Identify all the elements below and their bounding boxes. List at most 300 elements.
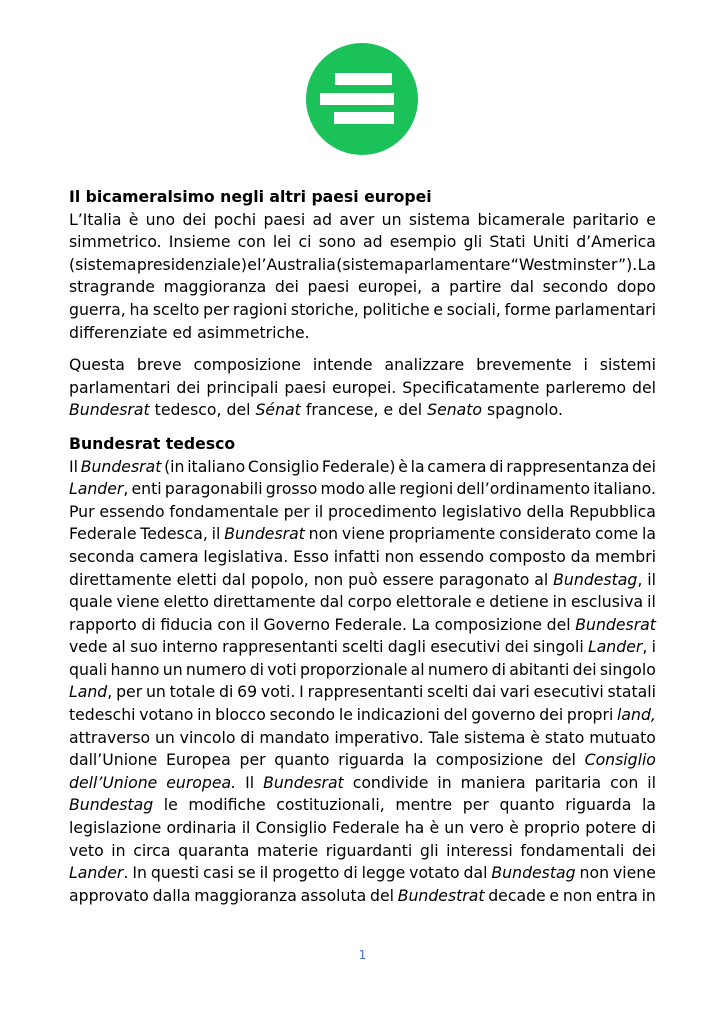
word: Il xyxy=(69,456,78,476)
word: in xyxy=(111,840,126,860)
word: approvato xyxy=(69,885,149,905)
word: da xyxy=(570,546,591,566)
word: è xyxy=(530,727,540,747)
word: propri xyxy=(566,705,614,725)
word: sociali, xyxy=(446,299,501,319)
word: stragrande xyxy=(69,277,155,297)
word: Repubblica xyxy=(569,501,656,521)
word: europei. xyxy=(332,377,397,397)
word: composto xyxy=(488,546,566,566)
word: procedimento xyxy=(328,501,437,521)
word: il xyxy=(211,524,221,544)
word: viene xyxy=(341,524,385,544)
word: rappresentanza xyxy=(506,456,630,476)
word: La xyxy=(411,614,431,634)
word: suo xyxy=(130,637,158,657)
word: attraverso xyxy=(69,727,151,747)
word: Lander, xyxy=(587,637,648,657)
word: I xyxy=(299,682,304,702)
word: il xyxy=(647,569,656,589)
word: per xyxy=(116,682,143,702)
word: casi xyxy=(203,863,234,883)
word: totale xyxy=(169,682,216,702)
word: Esso xyxy=(293,546,329,566)
word: non xyxy=(308,524,339,544)
text-line xyxy=(69,614,656,637)
word: del xyxy=(551,750,576,770)
word: dal xyxy=(510,277,534,297)
word: parlamentari xyxy=(554,299,656,319)
word: il xyxy=(314,501,324,521)
word: storiche, xyxy=(290,299,359,319)
word: pochi xyxy=(213,209,257,229)
word: essendo xyxy=(99,501,165,521)
word: Bundestag xyxy=(69,795,154,815)
word: scelti xyxy=(427,682,469,702)
word: paritario xyxy=(572,209,639,229)
word: di xyxy=(489,456,504,476)
word: riguarda xyxy=(338,750,405,770)
word: sono xyxy=(318,232,356,252)
word: seconda xyxy=(69,546,135,566)
word: Questa xyxy=(69,355,125,375)
word: Federale xyxy=(332,818,400,838)
paragraph xyxy=(69,456,656,908)
word: è xyxy=(398,456,408,476)
word: non xyxy=(579,863,610,883)
word: il xyxy=(250,614,259,634)
word: sistema xyxy=(408,209,471,229)
word: differenziate xyxy=(69,322,168,342)
word: di xyxy=(343,863,358,883)
word: alle xyxy=(368,479,397,499)
word: camera xyxy=(427,456,487,476)
word: vede xyxy=(69,637,108,657)
text-line xyxy=(69,681,656,704)
word: paesi xyxy=(263,209,306,229)
word: maggioranza xyxy=(194,885,297,905)
word: breve xyxy=(136,355,182,375)
word: d’America xyxy=(576,232,656,252)
word: esempio xyxy=(389,232,457,252)
word: dal xyxy=(463,863,488,883)
text-line xyxy=(69,231,656,254)
word: quale xyxy=(69,592,113,612)
word: con xyxy=(610,772,639,792)
word: dopo xyxy=(616,277,656,297)
word: rappresentanti xyxy=(222,637,338,657)
paragraph xyxy=(69,209,656,345)
word: e xyxy=(383,400,394,420)
word: del xyxy=(398,400,423,420)
word: di xyxy=(249,659,265,679)
word: 69 xyxy=(237,682,258,702)
text-line xyxy=(69,456,656,479)
word: ci xyxy=(298,232,312,252)
word: elettorale xyxy=(395,592,472,612)
word: detiene xyxy=(489,592,549,612)
word: non xyxy=(562,885,593,905)
text-line xyxy=(69,862,656,885)
word: votano xyxy=(139,705,194,725)
word: è xyxy=(509,818,519,838)
word: Bundestag, xyxy=(553,569,643,589)
word: il xyxy=(647,772,656,792)
word: mentre xyxy=(395,795,453,815)
word: asimmetriche. xyxy=(197,322,310,342)
word: i xyxy=(583,355,588,375)
text-line xyxy=(69,636,656,659)
word: se xyxy=(237,863,256,883)
word: del xyxy=(369,885,394,905)
text-line xyxy=(69,727,656,750)
word: composizione xyxy=(434,614,543,634)
word: composizione xyxy=(193,355,301,375)
word: dei xyxy=(539,705,564,725)
word: hanno xyxy=(110,659,160,679)
word: considerato xyxy=(499,524,592,544)
word: Federale xyxy=(69,524,137,544)
word: paesi xyxy=(284,377,327,397)
word: analizzare xyxy=(384,355,465,375)
word: Bundesrat xyxy=(69,400,150,420)
text-line xyxy=(69,377,656,400)
word: con xyxy=(217,614,246,634)
word: composizione xyxy=(435,750,544,770)
word: di xyxy=(141,614,156,634)
word: membri xyxy=(595,546,656,566)
word: e xyxy=(433,299,443,319)
word: Tedesca, xyxy=(140,524,208,544)
page-number: 1 xyxy=(358,948,367,962)
word: è xyxy=(128,209,139,229)
word: Federale. xyxy=(334,614,408,634)
word: esclusiva xyxy=(570,592,644,612)
word: Bundesrat xyxy=(263,772,344,792)
word: Insieme xyxy=(168,232,231,252)
word: Lander, xyxy=(69,479,129,499)
text-line xyxy=(69,704,656,727)
word: In xyxy=(132,863,147,883)
word: del xyxy=(226,400,251,420)
word: del xyxy=(632,377,656,397)
word: Uniti xyxy=(532,232,570,252)
word: viene xyxy=(612,863,656,883)
word: lei xyxy=(272,232,292,252)
word: europei, xyxy=(357,277,423,297)
word: ad xyxy=(363,232,383,252)
word: legislativo xyxy=(441,501,522,521)
word: dalla xyxy=(152,885,191,905)
word: Senato xyxy=(427,400,483,420)
word: della xyxy=(526,501,565,521)
word: secondo xyxy=(269,705,336,725)
word: materie xyxy=(257,840,319,860)
word: dei xyxy=(632,456,656,476)
word: del xyxy=(443,705,468,725)
word: uno xyxy=(145,209,176,229)
word: brevemente xyxy=(476,355,572,375)
text-line xyxy=(69,399,656,422)
document-body xyxy=(69,186,656,907)
text-line xyxy=(69,885,656,908)
text-line xyxy=(69,209,656,232)
word: grosso xyxy=(265,479,318,499)
word: direttamente xyxy=(69,569,172,589)
word: non xyxy=(313,569,344,589)
word: rappresentanti xyxy=(307,682,424,702)
word: francese, xyxy=(305,400,379,420)
word: interno xyxy=(162,637,218,657)
word: ordinaria xyxy=(166,818,237,838)
word: Lander. xyxy=(69,863,129,883)
word: maggioranza xyxy=(163,277,267,297)
word: può xyxy=(348,569,378,589)
word: sistema xyxy=(464,727,526,747)
word: proporzionale xyxy=(299,659,408,679)
text-line xyxy=(69,772,656,795)
word: e xyxy=(475,592,486,612)
word: in xyxy=(197,705,212,725)
word: di xyxy=(641,818,656,838)
word: secondo xyxy=(542,277,609,297)
word: guerra, xyxy=(69,299,126,319)
word: sistemi xyxy=(599,355,656,375)
word: i xyxy=(651,637,656,657)
word: il xyxy=(259,863,269,883)
word: essere xyxy=(382,569,434,589)
word: la xyxy=(641,795,656,815)
text-line xyxy=(69,749,656,772)
word: simmetrico. xyxy=(69,232,162,252)
word: presidenziale) xyxy=(136,254,247,274)
word: italiano xyxy=(187,456,246,476)
word: Bundesrat xyxy=(224,524,305,544)
text-line xyxy=(69,322,656,345)
word: mutuato xyxy=(589,727,656,747)
word: ragioni xyxy=(232,299,288,319)
logo-icon xyxy=(306,43,418,155)
word: a xyxy=(430,277,441,297)
word: scelti xyxy=(342,637,384,657)
text-line xyxy=(69,794,656,817)
word: al xyxy=(410,659,425,679)
word: l’Australia xyxy=(257,254,336,274)
word: un xyxy=(444,818,465,838)
word: un xyxy=(145,682,166,702)
word: quanto xyxy=(274,750,330,770)
text-line xyxy=(69,276,656,299)
word: camera xyxy=(139,546,199,566)
word: maniera xyxy=(460,772,526,792)
word: parleremo xyxy=(545,377,627,397)
word: statali xyxy=(607,682,656,702)
word: un xyxy=(154,727,175,747)
word: gli xyxy=(463,232,483,252)
word: voti. xyxy=(260,682,296,702)
word: di xyxy=(240,727,255,747)
word: fondamentali xyxy=(520,840,625,860)
word: ad xyxy=(312,209,333,229)
word: scelto xyxy=(152,299,200,319)
word: “Westminster”). xyxy=(510,254,638,274)
word: come xyxy=(595,524,639,544)
word: Pur xyxy=(69,501,95,521)
word: votato xyxy=(409,863,460,883)
word: quaranta xyxy=(178,840,250,860)
word: questi xyxy=(150,863,200,883)
word: Tale xyxy=(428,727,460,747)
word: con xyxy=(237,232,266,252)
word: paragonabili xyxy=(164,479,263,499)
word: riguarda xyxy=(565,795,632,815)
text-line xyxy=(69,523,656,546)
word: modifiche xyxy=(188,795,266,815)
word: singoli xyxy=(532,637,584,657)
word: un xyxy=(381,209,402,229)
word: legislativa. xyxy=(203,546,289,566)
section-heading: Il bicameralsimo negli altri paesi europei xyxy=(69,187,432,206)
word: le xyxy=(163,795,178,815)
word: in xyxy=(437,772,452,792)
word: al xyxy=(534,569,549,589)
word: forme xyxy=(504,299,551,319)
word: vincolo xyxy=(179,727,236,747)
word: stato xyxy=(544,727,585,747)
word: progetto xyxy=(272,863,340,883)
word: principali xyxy=(206,377,279,397)
word: tedesco, xyxy=(154,400,222,420)
word: parlamentare xyxy=(404,254,511,274)
word: enti xyxy=(131,479,162,499)
word: bicamerale xyxy=(477,209,566,229)
text-line xyxy=(69,817,656,840)
word: paragonato xyxy=(438,569,530,589)
word: Consiglio xyxy=(247,456,320,476)
word: direttamente xyxy=(213,592,316,612)
word: per xyxy=(283,501,310,521)
word: costituzionali, xyxy=(276,795,385,815)
word: viene xyxy=(116,592,160,612)
word: vero xyxy=(469,818,504,838)
word: Consiglio xyxy=(255,818,327,838)
word: Bundesrat xyxy=(575,614,656,634)
word: eletti xyxy=(176,569,217,589)
word: la xyxy=(413,750,428,770)
word: partire xyxy=(449,277,502,297)
text-line xyxy=(69,569,656,592)
text-line xyxy=(69,254,656,277)
word: e xyxy=(646,209,656,229)
word: land, xyxy=(617,705,656,725)
word: proprio xyxy=(524,818,581,838)
word: per xyxy=(462,795,489,815)
word: ha xyxy=(129,299,150,319)
word: imperativo. xyxy=(334,727,424,747)
word: entra xyxy=(596,885,638,905)
word: ed xyxy=(172,322,193,342)
word: e xyxy=(549,885,560,905)
word: di xyxy=(491,659,506,679)
word: fondamentale xyxy=(169,501,279,521)
word: legislazione xyxy=(69,818,162,838)
word: modo xyxy=(320,479,365,499)
word: L’Italia xyxy=(69,209,122,229)
word: voti xyxy=(267,659,297,679)
word: dagli xyxy=(387,637,426,657)
word: europea. xyxy=(166,772,237,792)
word: Stati xyxy=(489,232,526,252)
word: indicazioni xyxy=(356,705,440,725)
word: dei xyxy=(274,277,299,297)
word: Specificatamente xyxy=(402,377,540,397)
text-line xyxy=(69,354,656,377)
word: Federale) xyxy=(321,456,396,476)
word: Consiglio xyxy=(584,750,656,770)
word: in xyxy=(641,885,656,905)
word: fiducia xyxy=(160,614,213,634)
word: intende xyxy=(312,355,373,375)
word: paesi xyxy=(307,277,350,297)
word: decade xyxy=(488,885,546,905)
word: dei xyxy=(182,209,207,229)
word: esecutivi xyxy=(430,637,501,657)
text-line xyxy=(69,591,656,614)
word: paritaria xyxy=(534,772,602,792)
word: la xyxy=(410,456,425,476)
text-line xyxy=(69,840,656,863)
word: interessi xyxy=(446,840,513,860)
word: Bundestrat xyxy=(397,885,485,905)
text-line xyxy=(69,546,656,569)
section-heading: Bundesrat tedesco xyxy=(69,433,236,453)
word: il xyxy=(647,592,656,612)
word: infatti xyxy=(333,546,380,566)
word: dei xyxy=(176,377,201,397)
word: dell’Unione xyxy=(69,772,158,792)
word: la xyxy=(642,524,656,544)
word: un xyxy=(162,659,183,679)
word: blocco xyxy=(215,705,266,725)
word: circa xyxy=(133,840,171,860)
text-line xyxy=(69,299,656,322)
word: veto xyxy=(69,840,104,860)
word: Sénat xyxy=(255,400,301,420)
word: assoluta xyxy=(300,885,367,905)
word: corpo xyxy=(347,592,392,612)
word: dal xyxy=(221,569,246,589)
word: (sistema xyxy=(336,254,404,274)
word: spagnolo. xyxy=(487,400,563,420)
word: dei xyxy=(631,840,656,860)
word: le xyxy=(338,705,353,725)
word: essendo xyxy=(418,546,485,566)
word: italiano. xyxy=(593,479,656,499)
paragraph xyxy=(69,354,656,422)
word: è xyxy=(429,818,440,838)
word: Bundesrat xyxy=(80,456,162,476)
text-line xyxy=(69,478,656,501)
word: legge xyxy=(361,863,406,883)
word: aver xyxy=(339,209,375,229)
word: Bundestag xyxy=(491,863,576,883)
word: e xyxy=(247,254,257,274)
word: quali xyxy=(69,659,108,679)
word: mandato xyxy=(259,727,330,747)
word: Land, xyxy=(69,682,113,702)
word: al xyxy=(111,637,126,657)
word: esecutivi xyxy=(533,682,604,702)
